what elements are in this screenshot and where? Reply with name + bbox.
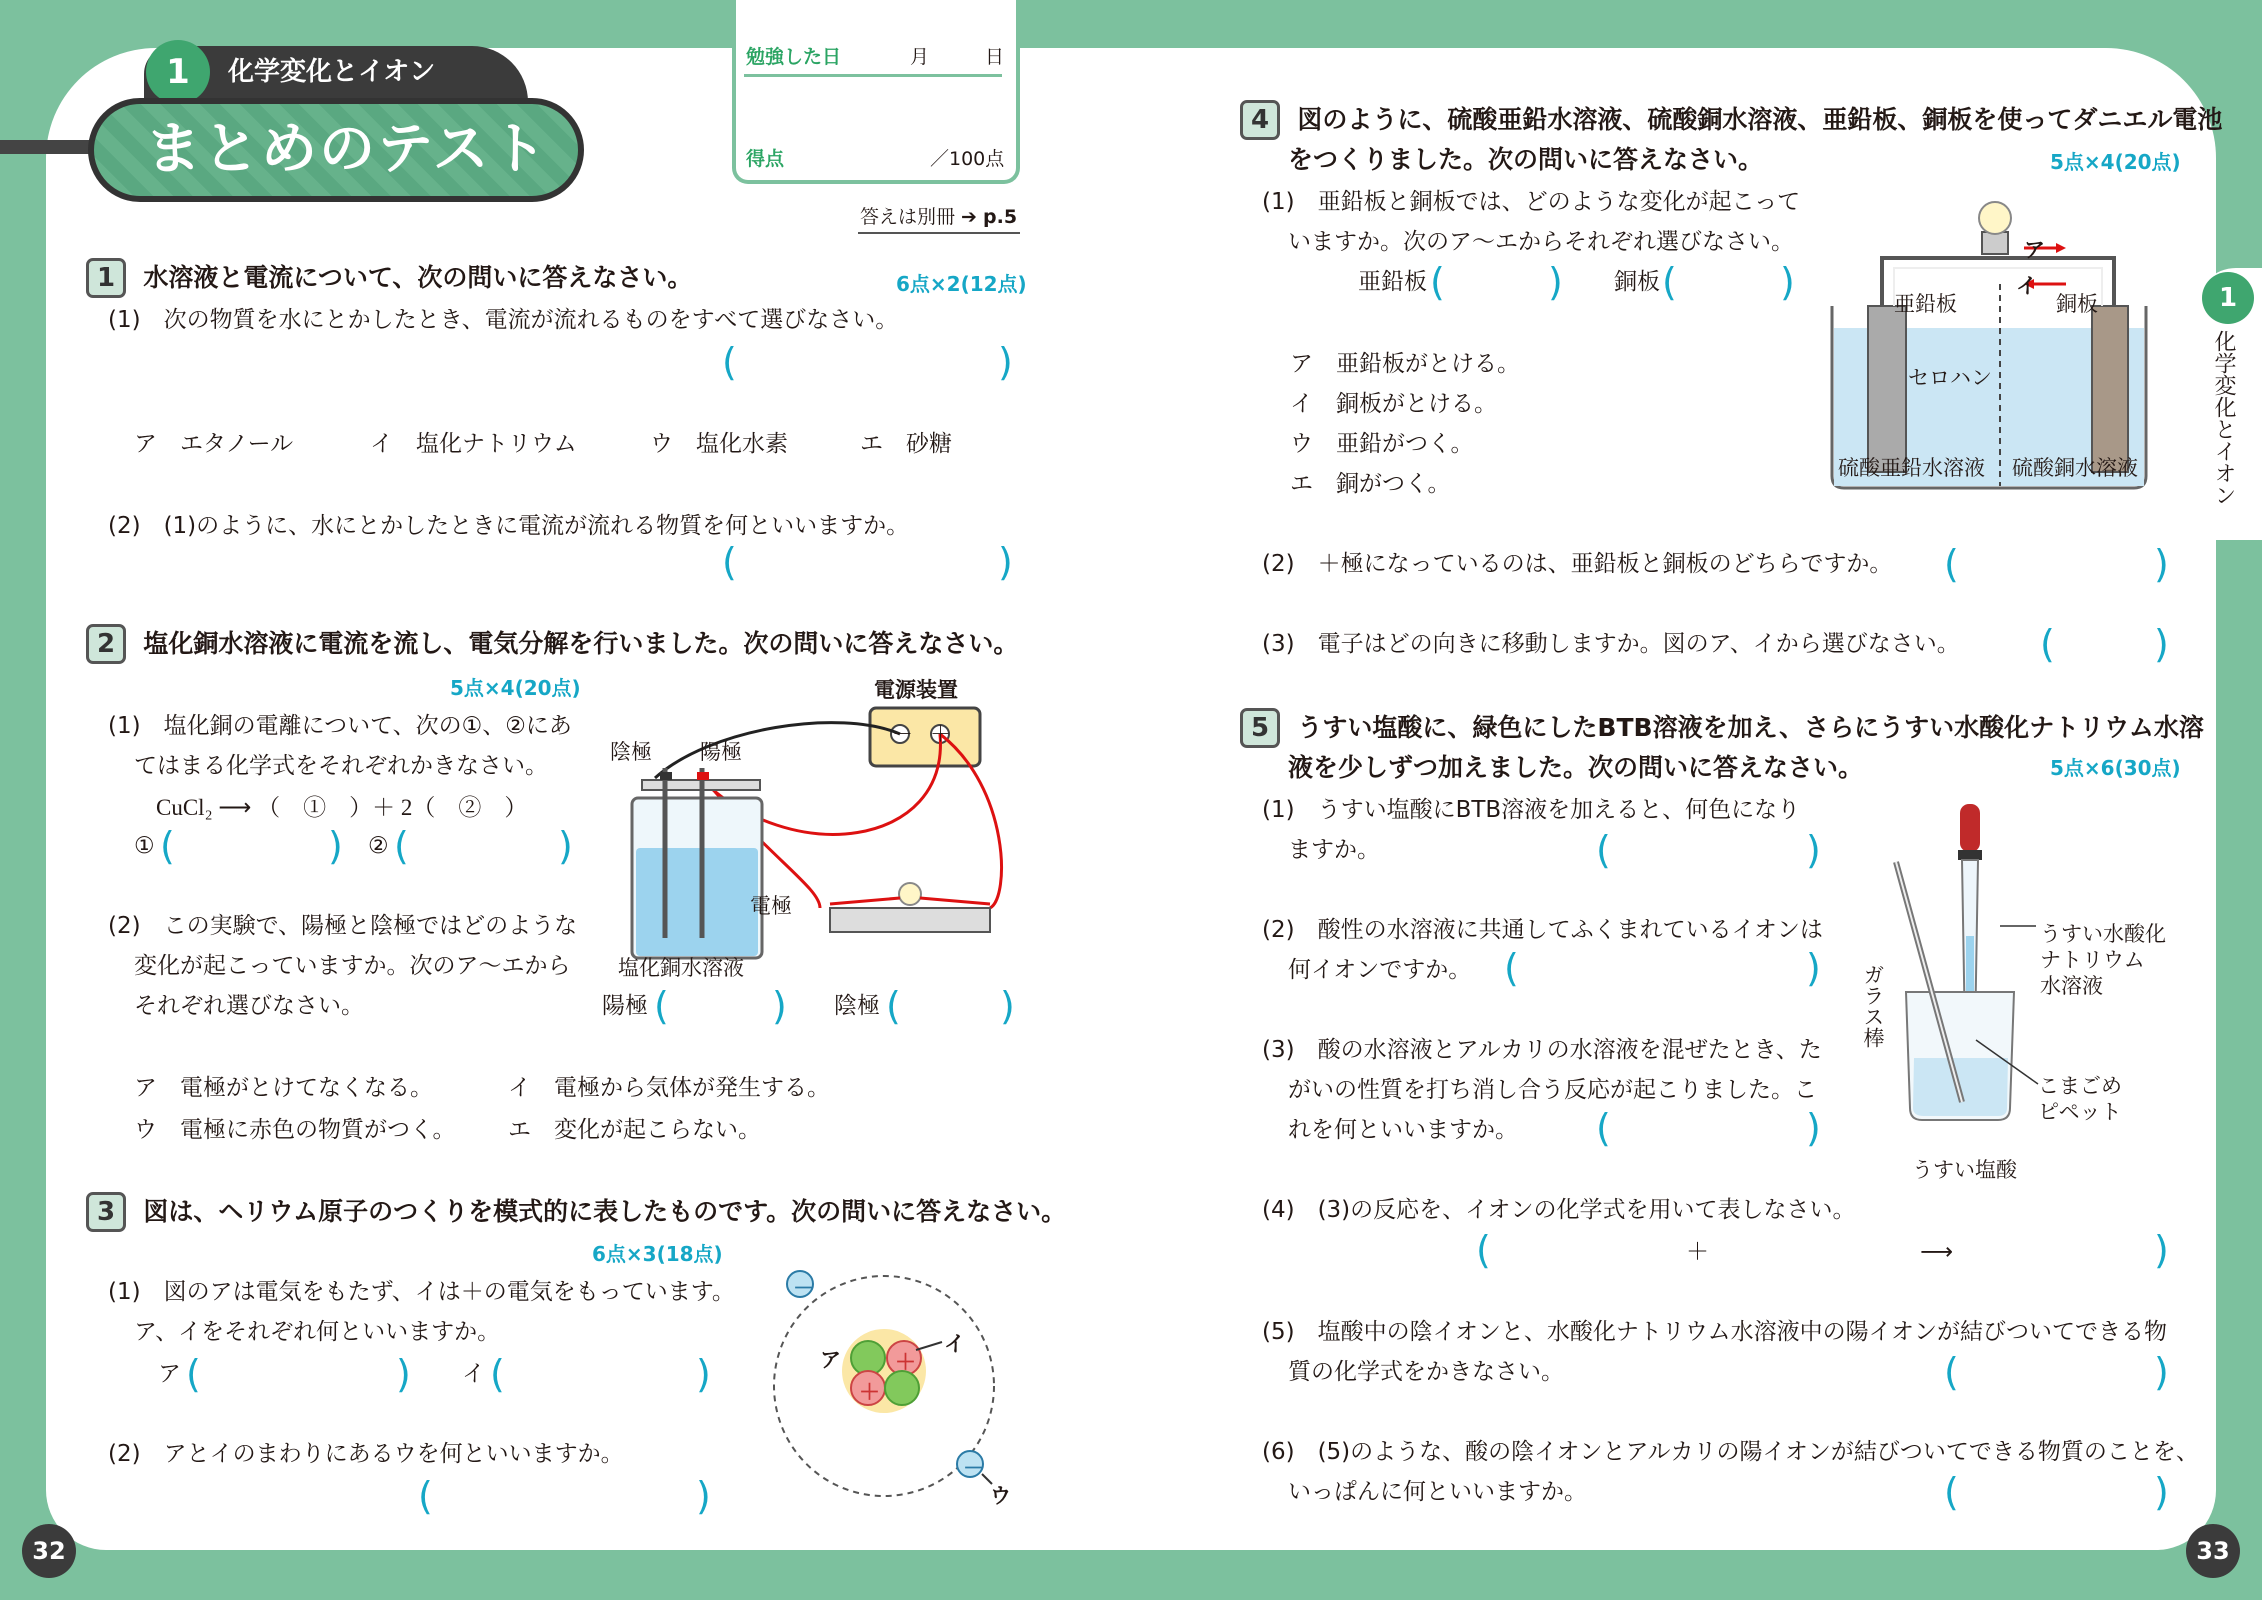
q1-2-paren-open[interactable]: ( [722, 540, 737, 584]
q2-anode-label: 陽極 [602, 993, 648, 1019]
q1-heading [86, 258, 692, 298]
q3-heading [86, 1192, 1066, 1232]
day-label: 日 [985, 46, 1005, 68]
q5-sub6-line1: (6) (5)のような、酸の陰イオンとアルカリの陽イオンが結びついてできる物質のことを、 [1262, 1439, 2199, 1465]
daniell-cell-figure [1824, 196, 2154, 496]
q2-equation: CuCl₂ ⟶ （ ① ）＋ 2（ ② ） [156, 795, 528, 820]
q5-sub3-line1: (3) 酸の水溶液とアルカリの水溶液を混ぜたとき、た [1262, 1037, 1822, 1063]
q1-opt-u: ウ 塩化水素 [650, 431, 788, 457]
fig-power-plus: ＋ [930, 723, 951, 746]
fig-label-a: ア [820, 1349, 841, 1372]
q5-sub6-line2: いっぱんに何といいますか。 [1288, 1479, 1587, 1505]
q3-points: 6点×3(18点) [592, 1242, 723, 1266]
electrolysis-figure [590, 668, 1040, 988]
q4-points: 5点×4(20点) [2050, 150, 2181, 174]
q4-opt-a: ア 亜鉛板がとける。 [1290, 351, 1520, 377]
q3-a-label: ア [158, 1361, 181, 1387]
date-underline [744, 74, 1002, 77]
q5-sub5-line2: 質の化学式をかきなさい。 [1288, 1359, 1564, 1385]
q2-cathode-label: 陰極 [834, 993, 880, 1019]
neutron-1 [851, 1341, 885, 1375]
score-label: 得点 [746, 148, 785, 170]
q1-sub2: (2) (1)のように、水にとかしたときに電流が流れる物質を何といいますか。 [108, 513, 910, 539]
fig-pipette-label-1: こまごめ [2038, 1075, 2122, 1098]
q5-sub3-line3: れを何といいますか。 [1288, 1117, 1518, 1143]
q5-1-open[interactable]: ( [1596, 828, 1611, 872]
test-title: まとめのテスト [145, 117, 549, 182]
fig-naoh-label-3: 水溶液 [2040, 975, 2103, 998]
q2-opt-i: イ 電極から気体が発生する。 [508, 1075, 830, 1101]
q4-zinc-label: 亜鉛板 [1358, 269, 1427, 295]
side-tab-text: 化学変化とイオン [2211, 330, 2236, 506]
q5-2-close: ) [1806, 946, 1821, 990]
q1-1-paren-close: ) [998, 340, 1013, 384]
q5-3-open[interactable]: ( [1596, 1106, 1611, 1150]
q1-1-paren-open[interactable]: ( [722, 340, 737, 384]
q3-sub1-line2: ア、イをそれぞれ何といいますか。 [134, 1319, 501, 1345]
q3-number: 3 [86, 1192, 126, 1232]
q5-points: 5点×6(30点) [2050, 756, 2181, 780]
copper-chloride-solution [636, 848, 758, 956]
q5-title-1: うすい塩酸に、緑色にしたBTB溶液を加え、さらにうすい水酸化ナトリウム水溶 [1297, 713, 2204, 742]
q1-points: 6点×2(12点) [896, 272, 1027, 296]
study-date-label: 勉強した日 [746, 46, 842, 68]
q5-sub4: (4) (3)の反応を、イオンの化学式を用いて表しなさい。 [1262, 1197, 1856, 1223]
fig-label-u: ウ [990, 1485, 1011, 1508]
fig-zinc-label: 亜鉛板 [1894, 293, 1957, 316]
proton-sign-2: ＋ [859, 1381, 880, 1404]
page-number-right: 33 [2186, 1524, 2240, 1578]
bulb-base [830, 908, 990, 932]
q5-1-close: ) [1806, 828, 1821, 872]
q4-title-1: 図のように、硫酸亜鉛水溶液、硫酸銅水溶液、亜鉛板、銅板を使ってダニエル電池 [1297, 105, 2223, 134]
q5-6-open[interactable]: ( [1944, 1470, 1959, 1514]
q5-4-arrow: ⟶ [1920, 1239, 1953, 1265]
q1-opt-a: ア エタノール [134, 431, 294, 457]
month-label: 月 [910, 46, 930, 68]
q5-sub1-line1: (1) うすい塩酸にBTB溶液を加えると、何色になり [1262, 797, 1801, 823]
copper-plate [2092, 306, 2128, 472]
q2-number: 2 [86, 624, 126, 664]
fig-zn-solution-label: 硫酸亜鉛水溶液 [1838, 457, 1985, 480]
fig-hcl-label: うすい塩酸 [1912, 1159, 2017, 1182]
fig-cathode-label: 陰極 [610, 741, 652, 764]
q5-2-open[interactable]: ( [1504, 946, 1519, 990]
q2-ans2-close: ) [558, 824, 573, 868]
q4-copper-open[interactable]: ( [1662, 260, 1677, 304]
q1-number: 1 [86, 258, 126, 298]
q4-opt-u: ウ 亜鉛がつく。 [1290, 431, 1474, 457]
q3-i-label: イ [462, 1361, 485, 1387]
q5-5-close: ) [2154, 1350, 2169, 1394]
bulb-socket [1982, 232, 2008, 254]
q1-sub1: (1) 次の物質を水にとかしたとき、電流が流れるものをすべて選びなさい。 [108, 307, 899, 333]
q3-a-close: ) [396, 1352, 411, 1396]
q4-sub1-line1: (1) 亜鉛板と銅板では、どのような変化が起こって [1262, 189, 1801, 215]
q4-title-2: をつくりました。次の問いに答えなさい。 [1288, 145, 1764, 174]
q5-sub3-line2: がいの性質を打ち消し合う反応が起こりました。こ [1288, 1077, 1817, 1103]
q3-i-open[interactable]: ( [490, 1352, 505, 1396]
fig-power-label: 電源装置 [874, 679, 958, 702]
side-tab-number: 1 [2202, 272, 2254, 324]
q4-3-close: ) [2154, 622, 2169, 666]
q1-title: 水溶液と電流について、次の問いに答えなさい。 [143, 263, 693, 292]
q1-2-paren-close: ) [998, 540, 1013, 584]
proton-sign-1: ＋ [895, 1351, 916, 1374]
q2-opt-e: エ 変化が起こらない。 [508, 1117, 761, 1143]
q4-2-close: ) [2154, 542, 2169, 586]
fig-naoh-label-2: ナトリウム [2040, 949, 2145, 972]
q5-title-2: 液を少しずつ加えました。次の問いに答えなさい。 [1288, 753, 1864, 782]
q2-ans1-label: ① [134, 833, 155, 859]
bulb [1979, 202, 2011, 234]
q3-a-open[interactable]: ( [186, 1352, 201, 1396]
fig-solution-label: 塩化銅水溶液 [618, 957, 744, 980]
fig-naoh-label-1: うすい水酸化 [2040, 923, 2166, 946]
fig-arrow-a: ア [2024, 239, 2045, 262]
answer-ref: 答えは別冊 ➔ p.5 [860, 206, 1018, 228]
q5-sub5-line1: (5) 塩酸中の陰イオンと、水酸化ナトリウム水溶液中の陽イオンが結びついてできる物 [1262, 1319, 2167, 1345]
q2-sub1-line1: (1) 塩化銅の電離について、次の①、②にあ [108, 713, 572, 739]
neutron-2 [885, 1371, 919, 1405]
q2-opt-u: ウ 電極に赤色の物質がつく。 [134, 1117, 456, 1143]
q4-sub2: (2) ＋極になっているのは、亜鉛板と銅板のどちらですか。 [1262, 551, 1893, 577]
electron-sign-2: － [963, 1457, 984, 1480]
q2-anode-close: ) [772, 984, 787, 1028]
q3-i-close: ) [696, 1352, 711, 1396]
q4-sub3: (3) 電子はどの向きに移動しますか。図のア、イから選びなさい。 [1262, 631, 1960, 657]
fig-arrow-i: イ [2016, 275, 2037, 298]
q4-number: 4 [1240, 100, 1280, 140]
q4-heading-line1 [1240, 100, 2222, 140]
electron-sign-1: － [793, 1277, 814, 1300]
fig-cellophane-label: セロハン [1908, 367, 1992, 390]
q2-cathode-open[interactable]: ( [886, 984, 901, 1028]
light-bulb [899, 883, 921, 905]
q2-ans2-open[interactable]: ( [394, 824, 409, 868]
q2-title: 塩化銅水溶液に電流を流し、電気分解を行いました。次の問いに答えなさい。 [143, 629, 1019, 658]
q4-3-open[interactable]: ( [2040, 622, 2055, 666]
unit-title: 化学変化とイオン [228, 57, 436, 87]
q5-4-plus: ＋ [1686, 1239, 1709, 1265]
answer-ref-underline [858, 232, 1020, 234]
q3-title: 図は、ヘリウム原子のつくりを模式的に表したものです。次の問いに答えなさい。 [143, 1197, 1067, 1226]
q5-heading-line1 [1240, 708, 2204, 748]
q2-sub1-line2: てはまる化学式をそれぞれかきなさい。 [134, 753, 548, 779]
q4-zinc-close: ) [1548, 260, 1563, 304]
q5-4-close: ) [2154, 1228, 2169, 1272]
q5-sub2-line1: (2) 酸性の水溶液に共通してふくまれているイオンは [1262, 917, 1823, 943]
q4-copper-close: ) [1780, 260, 1795, 304]
q5-number: 5 [1240, 708, 1280, 748]
q2-heading [86, 624, 1018, 664]
neutralization-figure [1880, 796, 2050, 1166]
q2-ans2-label: ② [368, 833, 389, 859]
q2-sub2-line3: それぞれ選びなさい。 [134, 993, 364, 1019]
q5-3-close: ) [1806, 1106, 1821, 1150]
page-number-left: 32 [22, 1524, 76, 1578]
q4-opt-i: イ 銅板がとける。 [1290, 391, 1497, 417]
zinc-plate [1868, 306, 1906, 472]
unit-number: 1 [146, 40, 210, 104]
q2-ans1-close: ) [328, 824, 343, 868]
q3-2-close: ) [696, 1474, 711, 1518]
q4-copper-label: 銅板 [1614, 269, 1660, 295]
q5-sub1-line2: ますか。 [1288, 837, 1380, 863]
score-max: ／100点 [930, 148, 1005, 170]
q5-4-open[interactable]: ( [1476, 1228, 1491, 1272]
q1-opt-e: エ 砂糖 [860, 431, 952, 457]
q2-cathode-close: ) [1000, 984, 1015, 1028]
q3-2-open[interactable]: ( [418, 1474, 433, 1518]
q4-opt-e: エ 銅がつく。 [1290, 471, 1451, 497]
q5-sub2-line2: 何イオンですか。 [1288, 957, 1472, 983]
q2-sub2-line2: 変化が起こっていますか。次のア～エから [134, 953, 571, 979]
q2-opt-a: ア 電極がとけてなくなる。 [134, 1075, 433, 1101]
fig-power-minus: － [892, 723, 913, 746]
fig-anode-label: 陽極 [700, 741, 742, 764]
q3-sub1-line1: (1) 図のアは電気をもたず、イは＋の電気をもっています。 [108, 1279, 735, 1305]
q2-anode-open[interactable]: ( [654, 984, 669, 1028]
q1-opt-i: イ 塩化ナトリウム [370, 431, 577, 457]
fig-label-i: イ [944, 1333, 965, 1356]
q3-sub2: (2) アとイのまわりにあるウを何といいますか。 [108, 1441, 624, 1467]
fig-cu-solution-label: 硫酸銅水溶液 [2012, 457, 2138, 480]
q5-6-close: ) [2154, 1470, 2169, 1514]
fig-pipette-label-2: ピペット [2038, 1101, 2122, 1124]
q5-5-open[interactable]: ( [1944, 1350, 1959, 1394]
q2-sub2-line1: (2) この実験で、陽極と陰極ではどのような [108, 913, 578, 939]
q2-ans1-open[interactable]: ( [160, 824, 175, 868]
pipette-bulb [1960, 804, 1980, 852]
q4-2-open[interactable]: ( [1944, 542, 1959, 586]
q2-points: 5点×4(20点) [450, 676, 581, 700]
fig-copper-label: 銅板 [2056, 293, 2098, 316]
fig-glass-rod-label: ガラス棒 [1861, 964, 1884, 1048]
q4-sub1-line2: いますか。次のア～エからそれぞれ選びなさい。 [1288, 229, 1794, 255]
fig-electrode-label: 電極 [750, 895, 792, 918]
q4-zinc-open[interactable]: ( [1430, 260, 1445, 304]
